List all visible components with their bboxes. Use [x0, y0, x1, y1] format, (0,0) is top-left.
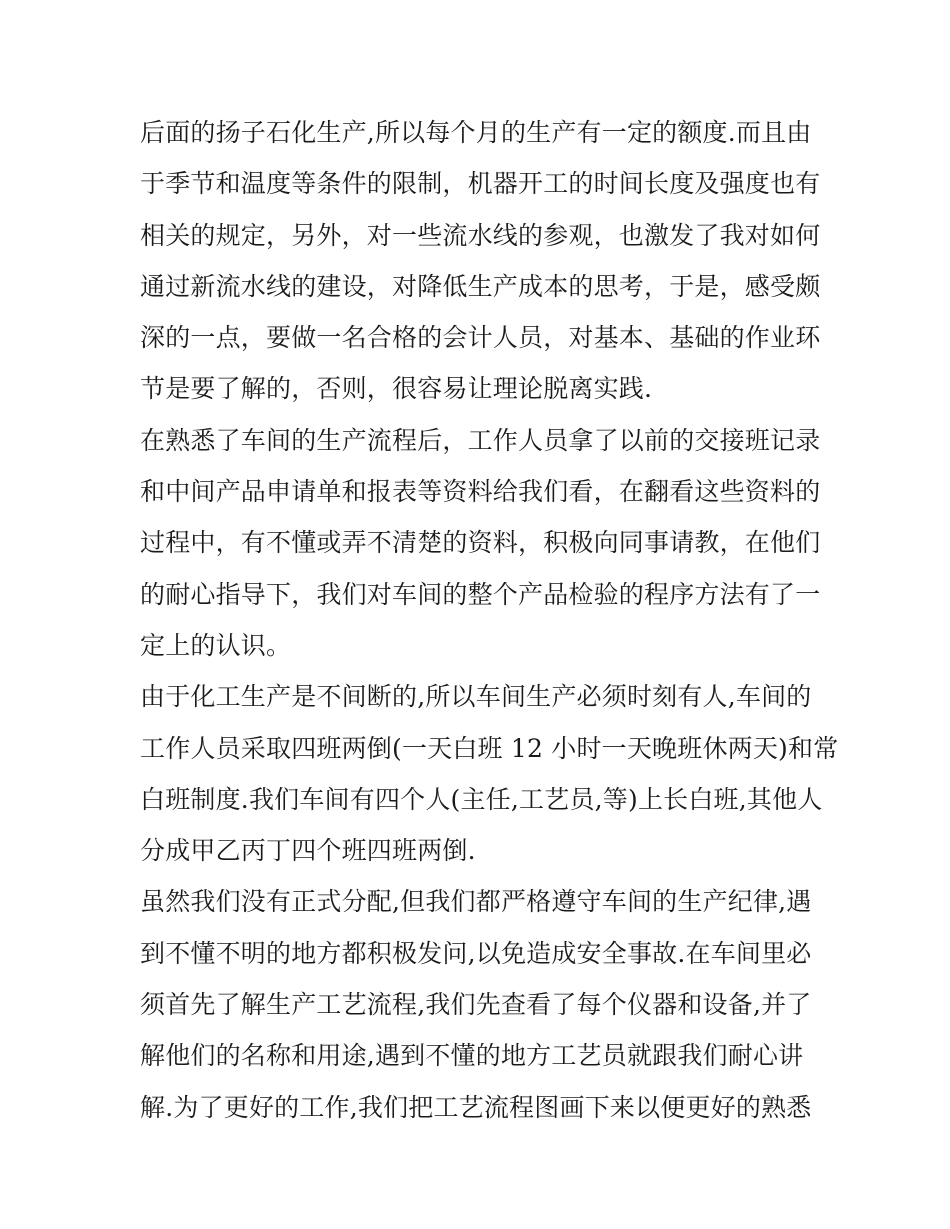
text-line: 于季节和温度等条件的限制，机器开工的时间长度及强度也有 [140, 169, 821, 199]
text-line: 须首先了解生产工艺流程,我们先查看了每个仪器和设备,并了 [140, 990, 812, 1020]
text-line: 通过新流水线的建设，对降低生产成本的思考，于是，感受颇 [140, 271, 821, 301]
document-body [140, 107, 839, 1133]
text-line: 深的一点，要做一名合格的会计人员，对基本、基础的作业环 [140, 323, 821, 353]
text-line: 解.为了更好的工作,我们把工艺流程图画下来以便更好的熟悉 [140, 1092, 812, 1122]
text-line: 解他们的名称和用途,遇到不懂的地方工艺员就跟我们耐心讲 [140, 1041, 804, 1071]
text-line: 虽然我们没有正式分配,但我们都严格遵守车间的生产纪律,遇 [140, 887, 812, 917]
text-line: 后面的扬子石化生产,所以每个月的生产有一定的额度.而且由 [140, 118, 812, 147]
text-line: 分成甲乙丙丁四个班四班两倒. [140, 836, 476, 866]
text-line: 定上的认识。 [140, 630, 292, 660]
text-line: 节是要了解的，否则，很容易让理论脱离实践. [140, 374, 653, 404]
text-line: 和中间产品申请单和报表等资料给我们看，在翻看这些资料的 [140, 477, 821, 507]
text-line: 的耐心指导下，我们对车间的整个产品检验的程序方法有了一 [140, 579, 821, 609]
text-line: 工作人员采取四班两倒(一天白班 12 小时一天晚班休两天)和常 [140, 733, 839, 763]
text-line: 由于化工生产是不间断的,所以车间生产必须时刻有人,车间的 [140, 682, 812, 712]
text-line: 到不懂不明的地方都积极发问,以免造成安全事故.在车间里必 [140, 938, 812, 968]
text-line: 白班制度.我们车间有四个人(主任,工艺员,等)上长白班,其他人 [140, 784, 823, 814]
text-line: 在熟悉了车间的生产流程后，工作人员拿了以前的交接班记录 [140, 425, 821, 455]
text-line: 过程中，有不懂或弄不清楚的资料，积极向同事请教，在他们 [140, 528, 821, 558]
text-line: 相关的规定，另外，对一些流水线的参观，也激发了我对如何 [140, 220, 821, 250]
